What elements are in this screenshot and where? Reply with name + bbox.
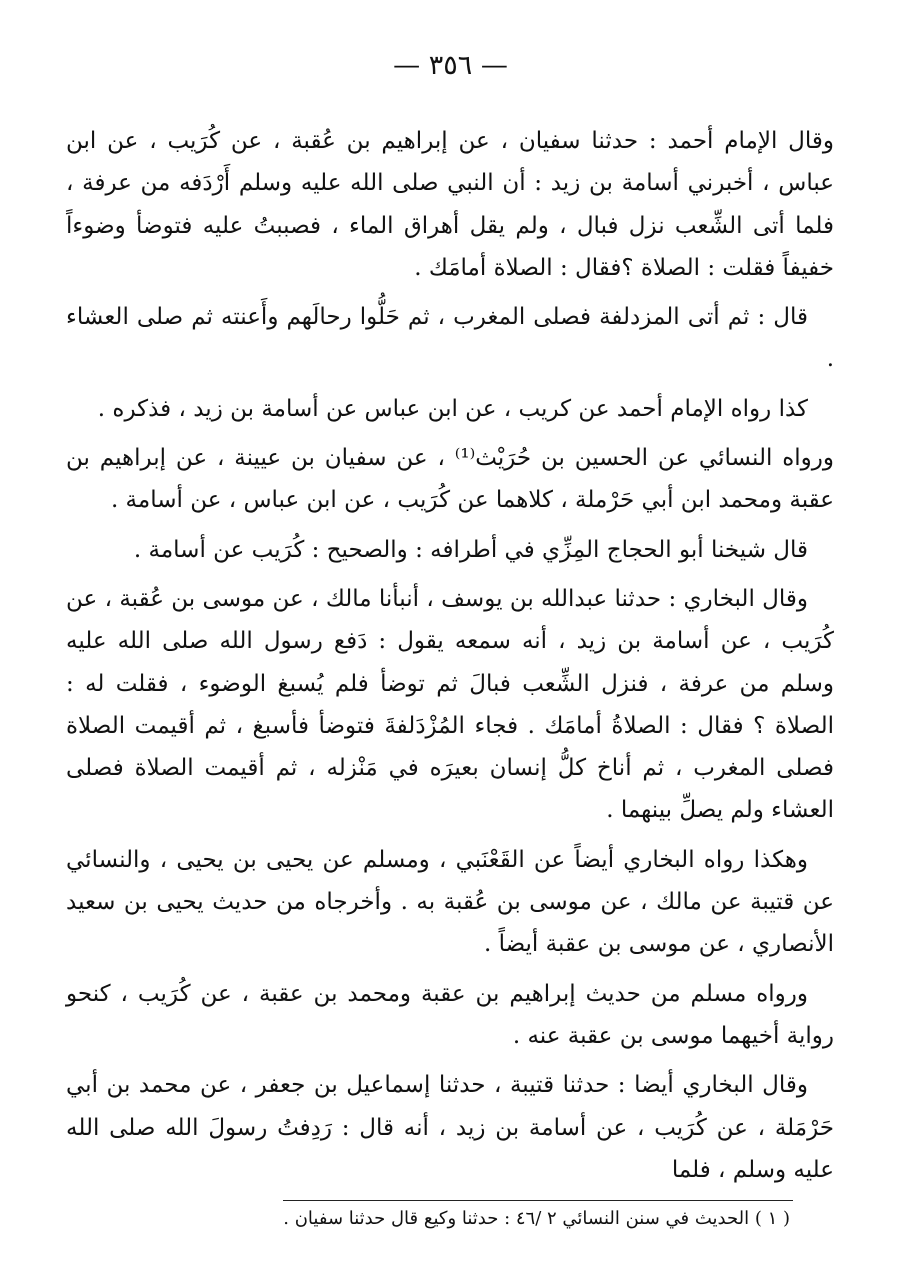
paragraph-6: وقال البخاري : حدثنا عبدالله بن يوسف ، أنبأنا مالك ، عن موسى بن عُقبة ، عن كُرَيب ، عن أسامة بن زيد ، أنه سمعه يقول : دَفع رسول الله صلى الله عليه وسلم من عرفة ، فنزل الشِّعب فبالَ ثم توضأ فلم يُسبغ الوضوء ، فقلت له : الصلاة ؟ فقال : الصلاةُ أمامَك . فجاء المُزْدَلفةَ فتوضأ فأسبغ ، ثم أقيمت الصلاة فصلى المغرب ، ثم أناخ كلُّ إنسان بعيرَه في مَنْزله ، ثم أقيمت الصلاة فصلى العشاء ولم يصلِّ بينهما . <box>66 585 834 824</box>
paragraph-9: وقال البخاري أيضا : حدثنا قتيبة ، حدثنا إسماعيل بن جعفر ، عن محمد بن أبي حَرْمَلة ، عن كُرَيب ، عن أسامة بن زيد ، أنه قال : رَدِفتُ رسولَ الله صلى الله عليه وسلم ، فلما <box>66 1072 834 1183</box>
main-text <box>66 120 834 1198</box>
paragraph-8: ورواه مسلم من حديث إبراهيم بن عقبة ومحمد بن عقبة ، عن كُرَيب ، كنحو رواية أخيهما موسى بن عقبة عنه . <box>66 980 834 1049</box>
page-number: — ٣٥٦ — <box>393 50 508 81</box>
paragraph-3: كذا رواه الإمام أحمد عن كريب ، عن ابن عباس عن أسامة بن زيد ، فذكره . <box>97 395 808 422</box>
paragraph-2: قال : ثم أتى المزدلفة فصلى المغرب ، ثم حَلُّوا رحالَهم وأَعنته ثم صلى العشاء . <box>66 304 834 373</box>
paragraph-4: ورواه النسائي عن الحسين بن حُرَيْث⁽¹⁾ ، عن سفيان بن عيينة ، عن إبراهيم بن عقبة ومحمد ابن أبي حَرْملة ، كلاهما عن كُرَيب ، عن ابن عباس ، عن أسامة . <box>66 445 834 514</box>
paragraph-1: وقال الإمام أحمد : حدثنا سفيان ، عن إبراهيم بن عُقبة ، عن كُرَيب ، عن ابن عباس ، أخبرني أسامة بن زيد : أن النبي صلى الله عليه وسلم أَرْدَفه من عرفة ، فلما أتى الشِّعب نزل فبال ، ولم يقل أهراق الماء ، فصببتُ عليه فتوضأ وضوءاً خفيفاً فقلت : الصلاة ؟فقال : الصلاة أمامَك . <box>66 128 834 281</box>
paragraph-7: وهكذا رواه البخاري أيضاً عن القَعْنَبي ، ومسلم عن يحيى بن يحيى ، والنسائي عن قتيبة عن مالك ، عن موسى بن عُقبة به . وأخرجاه من حديث يحيى بن سعيد الأنصاري ، عن موسى بن عقبة أيضاً . <box>66 846 834 958</box>
footnote: ( ١ ) الحديث في سنن النسائي ٢ /٤٦ : حدثنا وكيع قال حدثنا سفيان . <box>283 1208 790 1229</box>
paragraph-5: قال شيخنا أبو الحجاج المِزِّي في أطرافه : والصحيح : كُرَيب عن أسامة . <box>133 536 808 563</box>
footnote-divider <box>283 1200 793 1201</box>
